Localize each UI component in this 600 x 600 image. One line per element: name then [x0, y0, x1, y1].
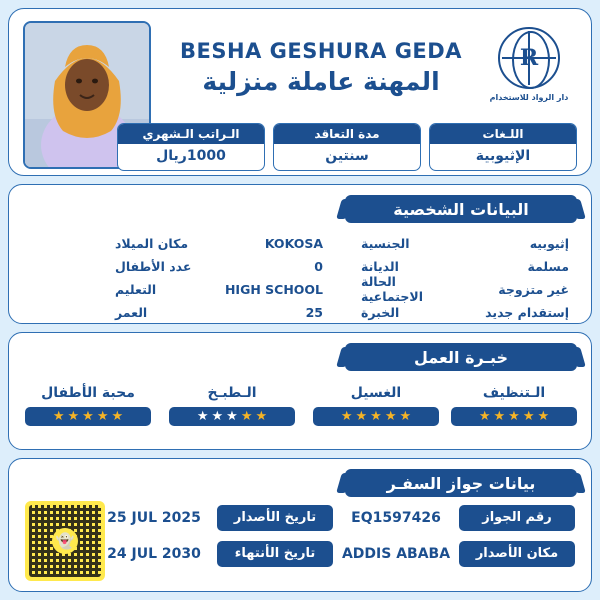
passport-expiry-date-value: 24 JUL 2030 [107, 546, 201, 562]
applicant-name-english: BESHA GESHURA GEDA [180, 39, 462, 63]
experience-label: الخبرة [361, 304, 400, 320]
skill-cooking [169, 385, 295, 426]
personal-data-title: البيانات الشخصية [345, 195, 577, 223]
skill-laundry [313, 385, 439, 426]
skill-label: محبة الأطفال [41, 385, 135, 401]
experience-value: إستقدام جديد [485, 304, 569, 320]
education-value: HIGH SCHOOL [224, 281, 323, 297]
star-icon: ★ [355, 409, 368, 424]
star-icon: ★ [493, 409, 506, 424]
star-icon: ★ [384, 409, 397, 424]
header-box-languages [429, 123, 577, 171]
languages-value: الإثيوبية [475, 148, 531, 164]
skill-rating [313, 407, 439, 426]
star-icon: ★ [508, 409, 520, 424]
logo-caption: دار الرواد للاستخدام [489, 93, 569, 102]
passport-issue-date-value: 25 JUL 2025 [107, 510, 201, 526]
personal-row [109, 233, 329, 253]
skill-label: الـتنظيف [482, 385, 546, 401]
religion-label: الديانة [361, 258, 399, 274]
passport-expiry-date-label: تاريخ الأنتهاء [217, 541, 333, 567]
header-box-monthly-salary [117, 123, 265, 171]
personal-row [355, 256, 575, 276]
star-icon: ★ [478, 409, 491, 424]
personal-row [109, 256, 329, 276]
skill-rating [169, 407, 295, 426]
logo-monogram: R [519, 45, 539, 71]
star-icon: ★ [196, 409, 209, 424]
passport-issue-place-value: ADDIS ABABA [341, 546, 451, 562]
passport-issue-date-label: تاريخ الأصدار [217, 505, 333, 531]
star-icon: ★ [96, 409, 109, 424]
star-icon: ★ [67, 409, 80, 424]
nationality-label: الجنسية [361, 235, 410, 251]
personal-row [109, 279, 329, 299]
passport-issue-place-row [333, 541, 575, 567]
star-icon: ★ [52, 409, 65, 424]
company-logo [481, 27, 577, 113]
marital-status-value: غير متزوجة [498, 281, 569, 297]
passport-issue-place-label: مكان الأصدار [459, 541, 575, 567]
ghost-qr-icon: 👻 [52, 528, 78, 554]
star-icon: ★ [226, 409, 238, 424]
star-icon: ★ [211, 409, 224, 424]
personal-row [355, 274, 575, 304]
star-icon: ★ [82, 409, 94, 424]
languages-label: اللـغات [430, 124, 576, 144]
passport-number-value: EQ1597426 [351, 510, 441, 526]
birthplace-value: KOKOSA [264, 235, 323, 251]
star-icon: ★ [370, 409, 382, 424]
passport-data-title: بيانات جواز السفـر [345, 469, 577, 497]
personal-row [109, 302, 329, 322]
children-count-label: عدد الأطفال [115, 258, 192, 274]
personal-column-right [355, 233, 575, 325]
religion-value: مسلمة [527, 258, 569, 274]
personal-row [355, 233, 575, 253]
contract-duration-label: مدة التعاقد [274, 124, 420, 144]
skill-label: الـطبـخ [207, 385, 257, 401]
marital-status-label: الحالة الاجتماعية [361, 274, 423, 304]
star-icon: ★ [111, 409, 124, 424]
globe-icon [498, 27, 560, 89]
work-experience-card [8, 332, 592, 450]
passport-expiry-date-row [91, 541, 333, 567]
contract-duration-value: سنتين [325, 148, 369, 164]
header-card [8, 8, 592, 176]
education-label: التعليم [115, 281, 157, 297]
age-value: 25 [305, 304, 323, 320]
star-icon: ★ [255, 409, 268, 424]
passport-number-label: رقم الجواز [459, 505, 575, 531]
skill-childcare [25, 385, 151, 426]
passport-issue-date-row [91, 505, 333, 531]
star-icon: ★ [399, 409, 412, 424]
passport-number-row [333, 505, 575, 531]
work-experience-title: خبـرة العمل [345, 343, 577, 371]
job-title-arabic: المهنة عاملة منزلية [202, 67, 440, 96]
monthly-salary-value: 1000ريال [156, 148, 226, 164]
children-count-value: 0 [314, 258, 323, 274]
header-box-contract-duration [273, 123, 421, 171]
star-icon: ★ [340, 409, 353, 424]
star-icon: ★ [537, 409, 550, 424]
personal-data-card [8, 184, 592, 324]
monthly-salary-label: الـراتب الـشهري [118, 124, 264, 144]
star-icon: ★ [240, 409, 253, 424]
age-label: العمر [115, 304, 148, 320]
passport-data-card [8, 458, 592, 592]
birthplace-label: مكان الميلاد [115, 235, 189, 251]
skill-rating [25, 407, 151, 426]
personal-column-left [109, 233, 329, 325]
skill-label: الغسيل [350, 385, 402, 401]
star-icon: ★ [522, 409, 535, 424]
skill-cleaning [451, 385, 577, 426]
personal-row [355, 302, 575, 322]
skill-rating [451, 407, 577, 426]
nationality-value: إثيوبيه [529, 235, 569, 251]
